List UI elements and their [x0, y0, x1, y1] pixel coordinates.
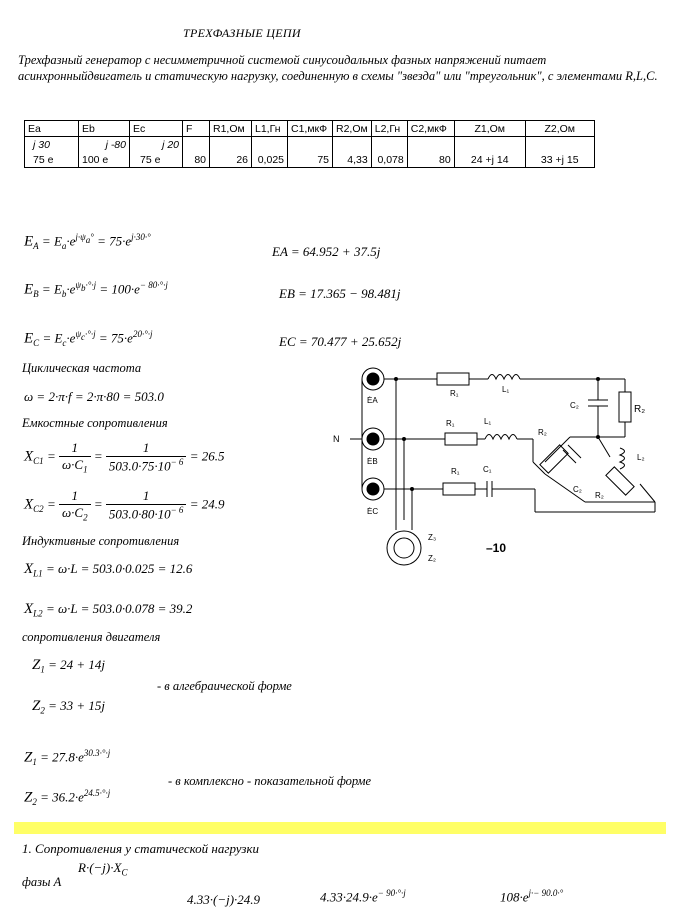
formula-eb: $E_B = E_b\cdot e^{\psi_b\cdot^\circ\cdot j} = 100\cdot e^{- 80\cdot^\circ\cdot j}$: [24, 280, 168, 299]
cell-r2: 4,33: [333, 152, 372, 168]
bottom-expression-3: $108\cdot e^{j\cdot- 90.0\cdot^\circ}$: [500, 888, 564, 905]
cell-ea-exp: j 30: [25, 137, 79, 153]
cell-f: 80: [183, 152, 210, 168]
label-phase-a: фазы А: [22, 875, 62, 889]
label-c2b: C₂: [573, 485, 582, 494]
cell-c2: 80: [407, 152, 454, 168]
label-l1a: L₁: [502, 385, 510, 394]
formula-xl2: $X_{L2} = \omega\cdot L = 503.0\cdot 0.078 = 39.2$: [24, 601, 193, 619]
header-z2: Z2,Ом: [525, 121, 594, 137]
label-r1b: R₁: [446, 419, 455, 428]
formula-ea: $E_A = E_a\cdot e^{j\cdot\psi_a^\circ} = 75\cdot e^{j\cdot 30\cdot^\circ}$: [24, 232, 151, 251]
cell-l1: 0,025: [252, 152, 288, 168]
formula-xc2: $X_{C2}$ = $\frac{1}{\omega\cdot C_2}$ = $\frac{1}{503.0\cdot 80\cdot 10^{- 6}}$ = 24.9: [24, 488, 225, 523]
header-f: F: [183, 121, 210, 137]
cell-l2: 0,078: [371, 152, 407, 168]
label-cyclic: Циклическая частота: [22, 361, 142, 375]
header-r1: R1,Ом: [210, 121, 252, 137]
motor-inner: [394, 538, 414, 558]
formula-omega: ω = 2·π·f = 2·π·80 = 503.0: [24, 389, 164, 404]
label-exp-form: - в комплексно - показательной форме: [168, 774, 372, 788]
highlight-bar: [14, 822, 666, 834]
result-ea: EA = 64.952 + 37.5j: [272, 244, 381, 259]
label-z3: Z₃: [428, 533, 437, 542]
formula-z2-exp: $Z_2 = 36.2\cdot e^{24.5\cdot^\circ\cdot j}$: [24, 788, 111, 807]
label-r2a: R₂: [634, 404, 646, 415]
cell-eb-exp: j -80: [79, 137, 130, 153]
table-row: [25, 137, 595, 153]
label-z2: Z₂: [428, 554, 436, 563]
table-header-row: [25, 121, 595, 137]
label-r1c: R₁: [451, 467, 460, 476]
variant-number: –10: [486, 541, 507, 555]
cell-z2: 33 +j 15: [525, 152, 594, 168]
header-c1: C1,мкФ: [288, 121, 333, 137]
intro-text: Трехфазный генератор с несимметричной системой синусоидальных фазных напряжений питает асинхронныйдвигатель и статическую нагрузку, соединенную в схемы "звезда" или "треугольник", с элементами R,L,C.: [18, 53, 658, 83]
label-l2: L₂: [637, 453, 645, 462]
bottom-expression-2: $4.33\cdot 24.9\cdot e^{- 90\cdot^\circ\cdot j}$: [320, 888, 406, 905]
label-inductive: Индуктивные сопротивления: [22, 534, 180, 548]
header-l2: L2,Гн: [371, 121, 407, 137]
cell-r1: 26: [210, 152, 252, 168]
page-title: ТРЕХФАЗНЫЕ ЦЕПИ: [183, 26, 301, 40]
bottom-fraction-numerator: $R\cdot(-j)\cdot X_C$: [78, 860, 128, 878]
label-ec: ĖC: [367, 507, 379, 516]
section-heading: 1. Сопротивления у статической нагрузки: [22, 841, 260, 856]
header-c2: C2,мкФ: [407, 121, 454, 137]
label-c1: C₁: [483, 465, 492, 474]
label-eb: ĖB: [367, 457, 378, 466]
cell-z1: 24 +j 14: [454, 152, 525, 168]
motor-outer: [387, 531, 421, 565]
label-c2a: C₂: [570, 401, 579, 410]
header-eb: Eb: [79, 121, 130, 137]
cell-ec: 75 e: [130, 152, 183, 168]
formula-xl1: $X_{L1} = \omega\cdot L = 503.0\cdot 0.025 = 12.6$: [24, 561, 193, 579]
bottom-expression-1: 4.33·(−j)·24.9: [187, 892, 261, 907]
header-ec: Ec: [130, 121, 183, 137]
label-r2c: R₂: [595, 491, 604, 500]
formula-z2-alg: $Z_2 = 33 + 15j$: [32, 698, 106, 716]
formula-z1-alg: $Z_1 = 24 + 14j$: [32, 657, 106, 675]
label-n: N: [333, 434, 340, 444]
parameters-table: [24, 120, 595, 168]
label-l1b: L₁: [484, 417, 492, 426]
result-ec: EC = 70.477 + 25.652j: [279, 334, 402, 349]
header-r2: R2,Ом: [333, 121, 372, 137]
cell-ec-exp: j 20: [130, 137, 183, 153]
header-ea: Ea: [25, 121, 79, 137]
label-ea: ĖA: [367, 396, 378, 405]
label-alg-form: - в алгебраической форме: [157, 679, 292, 693]
header-z1: Z1,Ом: [454, 121, 525, 137]
label-motor: сопротивления двигателя: [22, 630, 161, 644]
cell-eb: 100 e: [79, 152, 130, 168]
label-r1a: R₁: [450, 389, 459, 398]
formula-ec: $E_C = E_c\cdot e^{\psi_c\cdot^\circ\cdot j} = 75\cdot e^{20\cdot^\circ\cdot j}$: [24, 329, 153, 348]
formula-z1-exp: $Z_1 = 27.8\cdot e^{30.3\cdot^\circ\cdot j}$: [24, 748, 111, 767]
result-eb: EB = 17.365 − 98.481j: [279, 286, 401, 301]
circuit-diagram: [330, 362, 665, 577]
formula-xc1: $X_{C1}$ = $\frac{1}{\omega\cdot C_1}$ = $\frac{1}{503.0\cdot 75\cdot 10^{- 6}}$ = 26.5: [24, 440, 225, 475]
label-capacitive: Емкостные сопротивления: [22, 416, 168, 430]
cell-c1: 75: [288, 152, 333, 168]
header-l1: L1,Гн: [252, 121, 288, 137]
label-r2b: R₂: [538, 428, 547, 437]
cell-ea: 75 e: [25, 152, 79, 168]
table-row: [25, 152, 595, 168]
